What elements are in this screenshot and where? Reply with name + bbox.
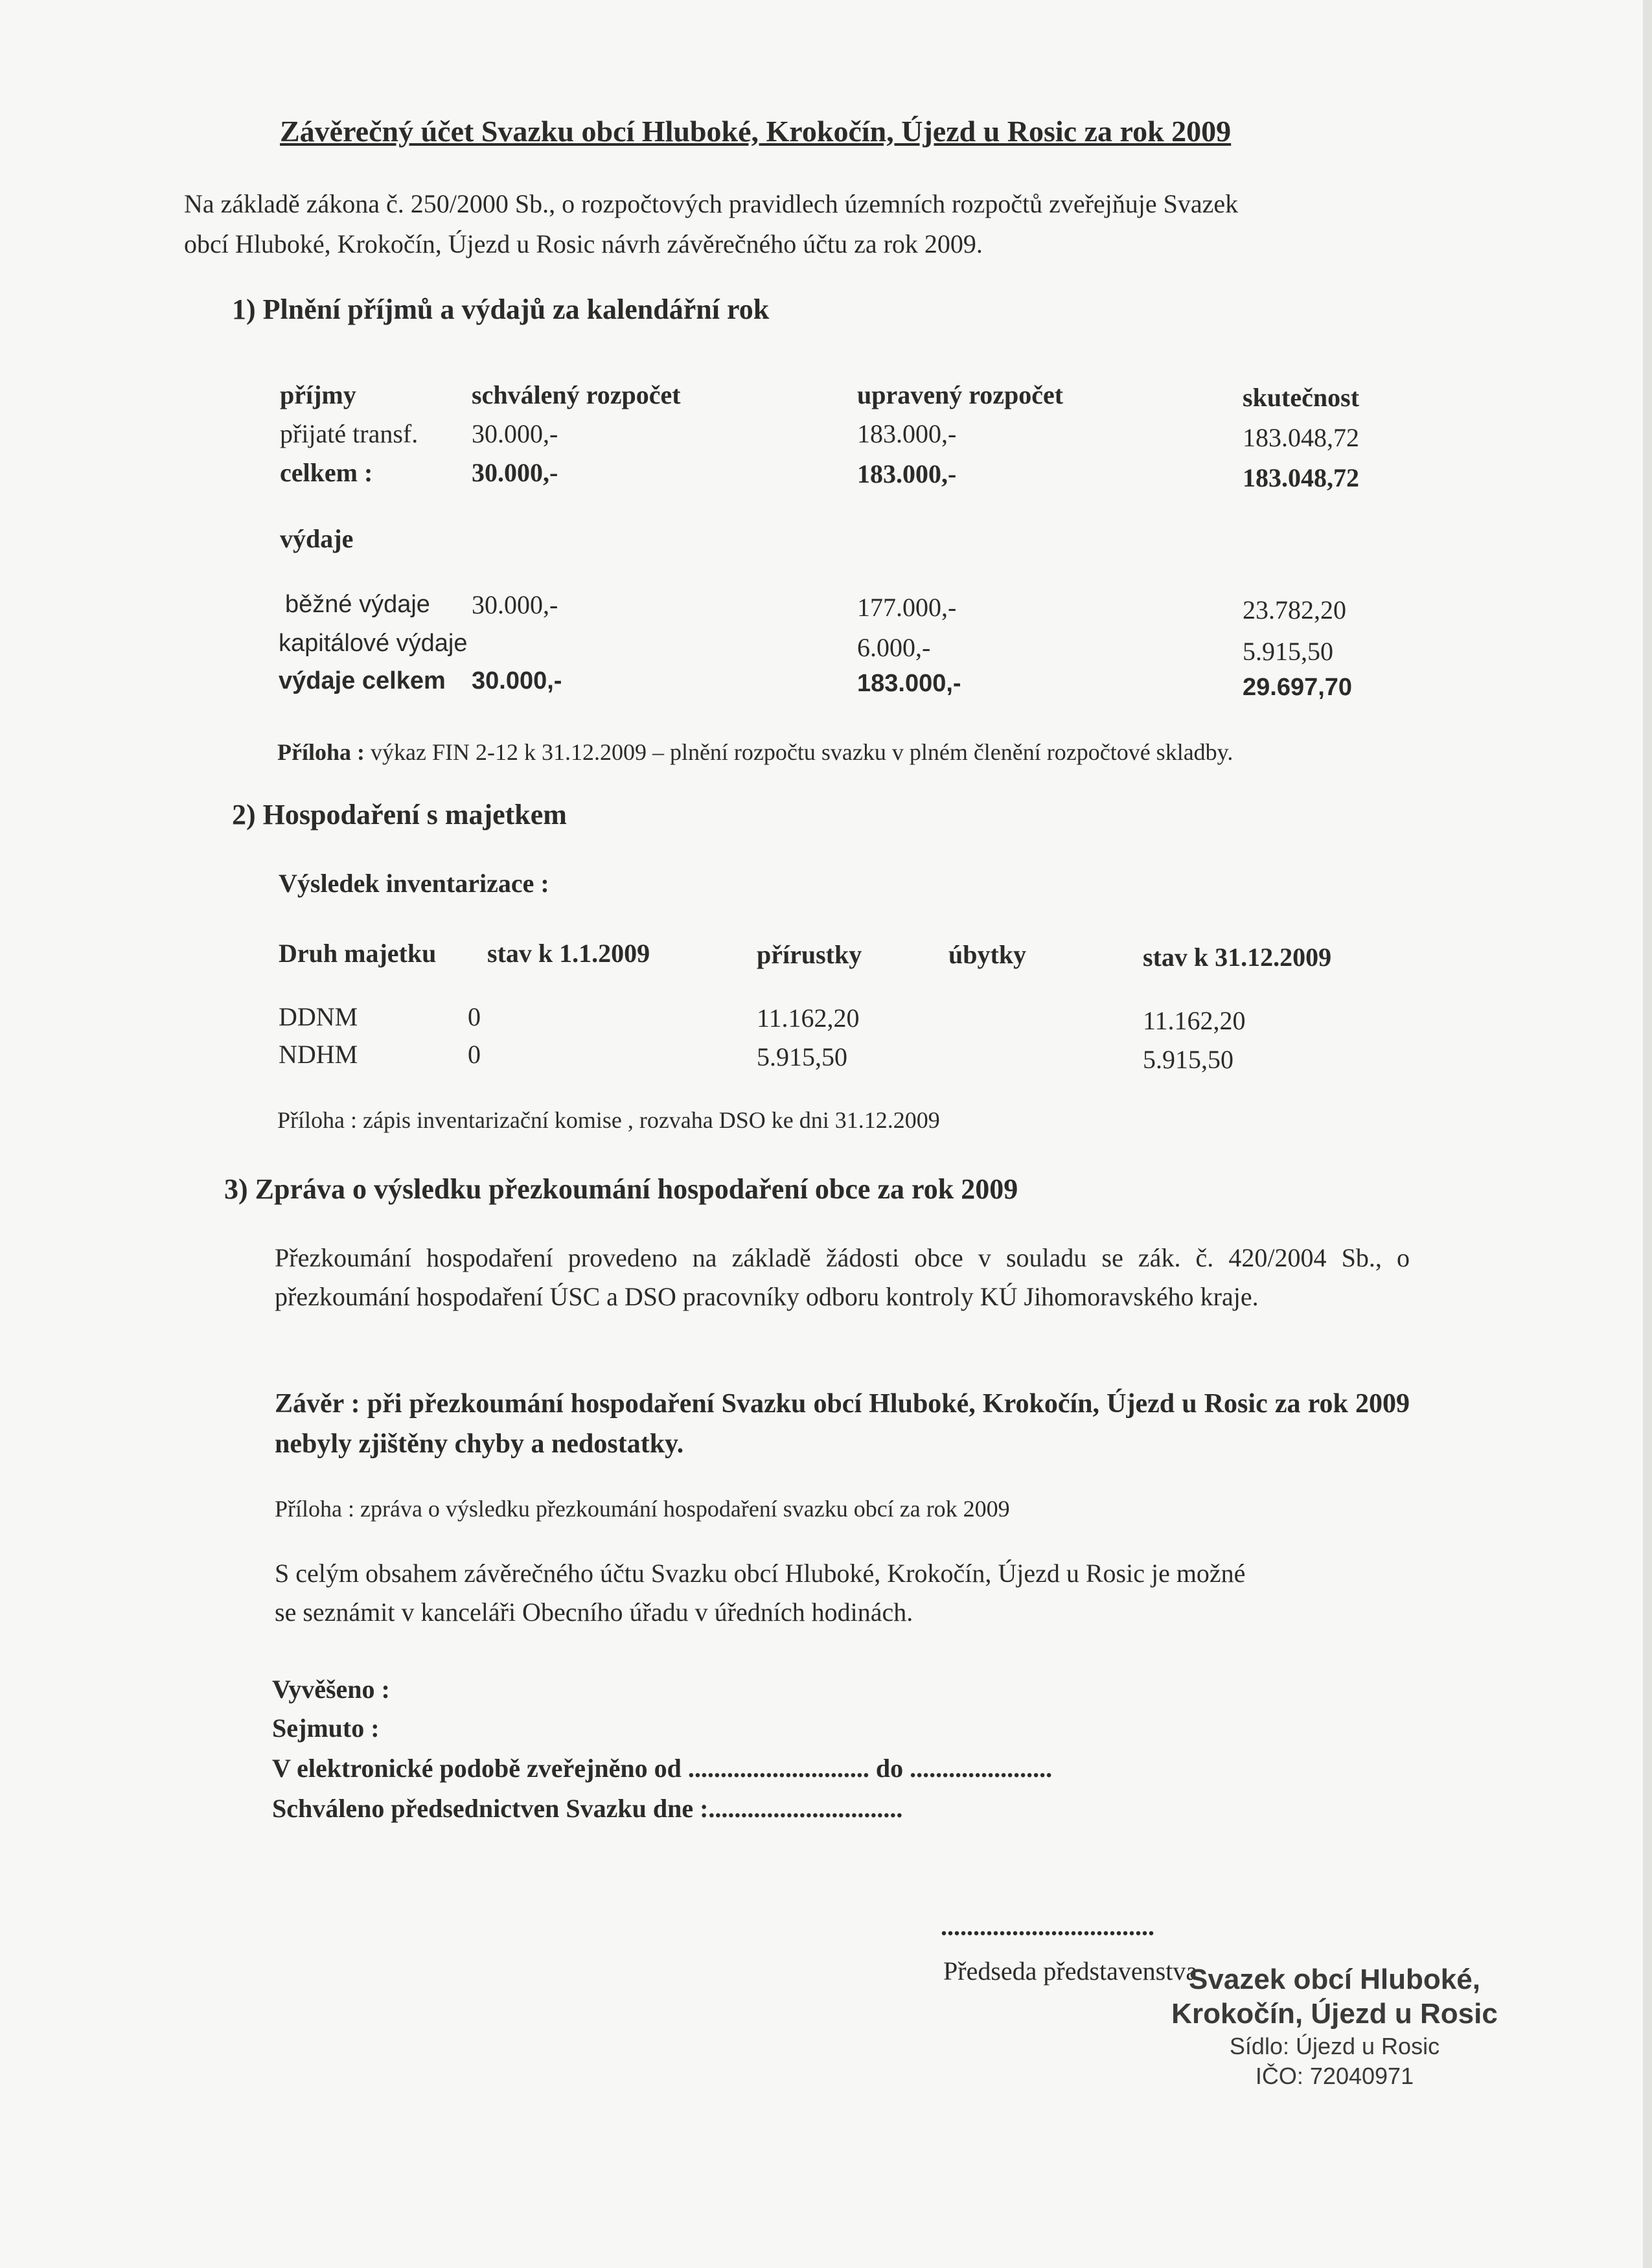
expense-row-current-approved: 30.000,-: [472, 590, 558, 619]
income-total-actual: 183.048,72: [1243, 463, 1359, 492]
attachment-text: výkaz FIN 2-12 k 31.12.2009 – plnění rozpočtu svazku v plném členění rozpočtové skladby.: [364, 739, 1233, 765]
income-total-adjusted: 183.000,-: [857, 459, 957, 488]
income-row-actual: 183.048,72: [1243, 423, 1359, 452]
expense-row-current-actual: 23.782,20: [1243, 595, 1346, 624]
income-total-approved: 30.000,-: [472, 458, 558, 487]
attachment-label: Příloha :: [277, 739, 365, 765]
asset-row-ndhm-start: 0: [468, 1040, 481, 1069]
asset-header-disposals: úbytky: [948, 940, 1027, 969]
income-header-type: příjmy: [280, 380, 356, 409]
stamp-line-4: IČO: 72040971: [1255, 2063, 1414, 2089]
income-row-adjusted: 183.000,-: [857, 419, 957, 448]
asset-row-ddnm-start: 0: [468, 1002, 481, 1031]
stamp-line-2: Krokočín, Újezd u Rosic: [1171, 1998, 1498, 2030]
expense-row-current-adjusted: 177.000,-: [857, 593, 957, 622]
approval-line: Schváleno předsednictven Svazku dne :..............................: [272, 1794, 903, 1823]
section2-heading: 2) Hospodaření s majetkem: [232, 799, 567, 830]
income-row-label: přijaté transf.: [280, 419, 419, 448]
electronic-publication-line: V elektronické podobě zveřejněno od ............................ do ......................: [272, 1754, 1053, 1783]
income-row-approved: 30.000,-: [472, 419, 558, 448]
info-line-2: se seznámit v kanceláři Obecního úřadu v úředních hodinách.: [275, 1598, 913, 1627]
expense-row-current-label: běžné výdaje: [285, 591, 430, 618]
section3-heading: 3) Zpráva o výsledku přezkoumání hospodaření obce za rok 2009: [224, 1173, 1018, 1205]
section2-attachment: Příloha : zápis inventarizační komise , rozvaha DSO ke dni 31.12.2009: [277, 1107, 940, 1133]
expense-heading: výdaje: [280, 524, 354, 553]
asset-row-ndhm-end: 5.915,50: [1143, 1045, 1233, 1074]
asset-row-ddnm-additions: 11.162,20: [757, 1003, 860, 1033]
income-header-actual: skutečnost: [1243, 383, 1360, 412]
asset-header-type: Druh majetku: [279, 939, 437, 968]
expense-row-capital-label: kapitálové výdaje: [279, 630, 468, 657]
asset-header-start: stav k 1.1.2009: [487, 939, 650, 968]
stamp-line-1: Svazek obcí Hluboké,: [1189, 1964, 1480, 1995]
income-header-approved: schválený rozpočet: [472, 380, 681, 409]
section3-attachment: Příloha : zpráva o výsledku přezkoumání hospodaření svazku obcí za rok 2009: [275, 1496, 1010, 1522]
section2-subheading: Výsledek inventarizace :: [279, 869, 549, 898]
expense-total-adjusted: 183.000,-: [857, 670, 961, 697]
stamp-line-3: Sídlo: Újezd u Rosic: [1229, 2033, 1440, 2059]
section1-attachment: [277, 739, 1233, 766]
asset-row-ndhm-additions: 5.915,50: [757, 1042, 847, 1071]
expense-total-approved: 30.000,-: [472, 667, 562, 694]
removed-label: Sejmuto :: [272, 1713, 380, 1743]
section3-conclusion: Závěr : při přezkoumání hospodaření Svazku obcí Hluboké, Krokočín, Újezd u Rosic za rok 2009 nebyly zjištěny chyby a nedostatky.: [275, 1389, 1410, 1459]
asset-row-ddnm-end: 11.162,20: [1143, 1006, 1246, 1035]
intro-line-2: obcí Hluboké, Krokočín, Újezd u Rosic návrh závěrečného účtu za rok 2009.: [184, 229, 983, 258]
expense-row-capital-actual: 5.915,50: [1243, 637, 1333, 666]
asset-header-end: stav k 31.12.2009: [1143, 943, 1332, 972]
document-title: Závěrečný účet Svazku obcí Hluboké, Krokočín, Újezd u Rosic za rok 2009: [280, 115, 1232, 148]
asset-header-additions: přírustky: [757, 940, 862, 969]
scan-edge: [1643, 0, 1652, 2268]
expense-row-capital-adjusted: 6.000,-: [857, 633, 931, 662]
signature-line: .................................: [941, 1912, 1154, 1941]
income-total-label: celkem :: [280, 458, 373, 487]
posted-label: Vyvěšeno :: [272, 1675, 390, 1704]
section1-heading: 1) Plnění příjmů a výdajů za kalendářní rok: [232, 293, 770, 325]
chair-label: Předseda představenstva: [943, 1956, 1198, 1986]
expense-total-actual: 29.697,70: [1243, 674, 1353, 701]
info-line-1: S celým obsahem závěrečného účtu Svazku obcí Hluboké, Krokočín, Újezd u Rosic je možné: [275, 1559, 1246, 1588]
section3-paragraph: Přezkoumání hospodaření provedeno na základě žádosti obce v souladu se zák. č. 420/2004 Sb., o přezkoumání hospodaření ÚSC a DSO pracovníky odboru kontroly KÚ Jihomoravského kraje.: [275, 1243, 1410, 1311]
expense-total-label: výdaje celkem: [279, 667, 446, 694]
asset-row-ddnm-type: DDNM: [279, 1002, 358, 1031]
asset-row-ndhm-type: NDHM: [279, 1040, 358, 1069]
intro-line-1: Na základě zákona č. 250/2000 Sb., o rozpočtových pravidlech územních rozpočtů zveřejňuje Svazek: [184, 189, 1239, 218]
income-header-adjusted: upravený rozpočet: [857, 380, 1064, 409]
organization-stamp: [1147, 1963, 1522, 2091]
